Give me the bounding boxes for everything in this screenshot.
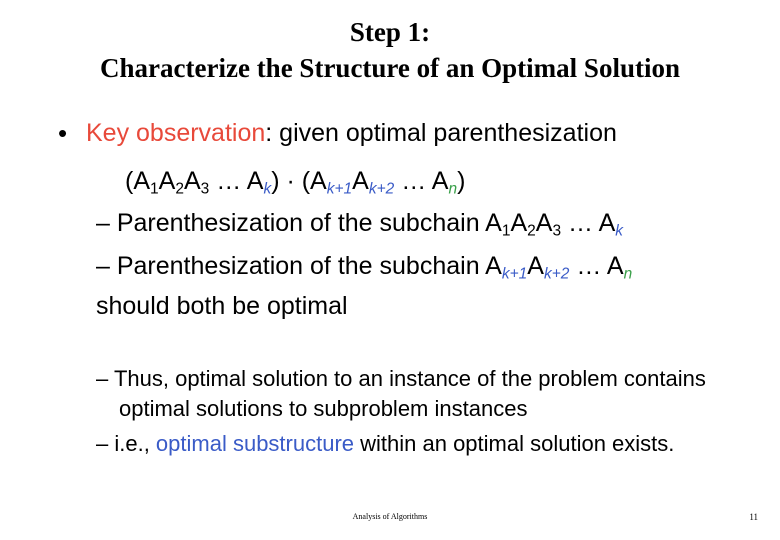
key-observation-label: Key observation	[86, 119, 266, 147]
key-observation-text: : given optimal parenthesization	[265, 119, 617, 147]
thus-line-1: – Thus, optimal solution to an instance of the problem contains	[96, 366, 706, 391]
subchain-text: A	[527, 252, 544, 280]
formula-subscript-k: k	[263, 180, 272, 198]
thus-line-2: optimal solutions to subproblem instances	[119, 396, 528, 421]
formula-part: … A	[394, 167, 449, 195]
formula-part: ) · (A	[271, 167, 327, 195]
footer-course-name: Analysis of Algorithms	[352, 512, 428, 521]
subchain-item-2	[96, 250, 632, 282]
formula-subscript: 2	[175, 180, 184, 198]
formula-subscript: 1	[150, 180, 159, 198]
formula-part: (A	[125, 167, 150, 195]
formula-subscript-n: n	[448, 180, 458, 198]
formula-subscript-k2: k+2	[368, 180, 395, 198]
formula-subscript: 3	[200, 180, 210, 198]
conclusion-line: should both be optimal	[96, 292, 348, 320]
ie-prefix: – i.e.,	[96, 431, 156, 456]
ie-rest: within an optimal solution exists.	[354, 431, 675, 456]
formula-part: A	[158, 167, 176, 195]
subchain-subscript-k1: k+1	[501, 265, 528, 283]
parenthesization-formula	[125, 165, 465, 197]
subchain-text: … A	[561, 209, 616, 237]
subchain-text: – Parenthesization of the subchain A	[96, 252, 502, 280]
title-line-1: Step 1:	[349, 17, 431, 47]
subchain-text: – Parenthesization of the subchain A	[96, 209, 502, 237]
footer-page-number: 11	[749, 512, 758, 522]
subchain-subscript-k: k	[615, 222, 624, 240]
subchain-subscript: 1	[501, 222, 511, 240]
optimal-substructure-highlight: optimal substructure	[155, 431, 355, 456]
subchain-text: … A	[569, 252, 624, 280]
bullet-marker: •	[58, 118, 68, 148]
formula-part: … A	[209, 167, 264, 195]
subchain-subscript: 3	[552, 222, 562, 240]
subchain-subscript: 2	[527, 222, 536, 240]
formula-part: A	[183, 167, 201, 195]
formula-part: A	[352, 167, 369, 195]
title-line-2: Characterize the Structure of an Optimal Solution	[100, 53, 680, 83]
ie-line	[96, 430, 674, 458]
subchain-text: A	[510, 209, 528, 237]
key-observation-line	[86, 117, 617, 149]
subchain-text: A	[535, 209, 553, 237]
formula-part: )	[457, 167, 466, 195]
subchain-subscript-k2: k+2	[543, 265, 570, 283]
subchain-subscript-n: n	[623, 265, 633, 283]
subchain-item-1	[96, 207, 623, 239]
formula-subscript-k1: k+1	[326, 180, 353, 198]
